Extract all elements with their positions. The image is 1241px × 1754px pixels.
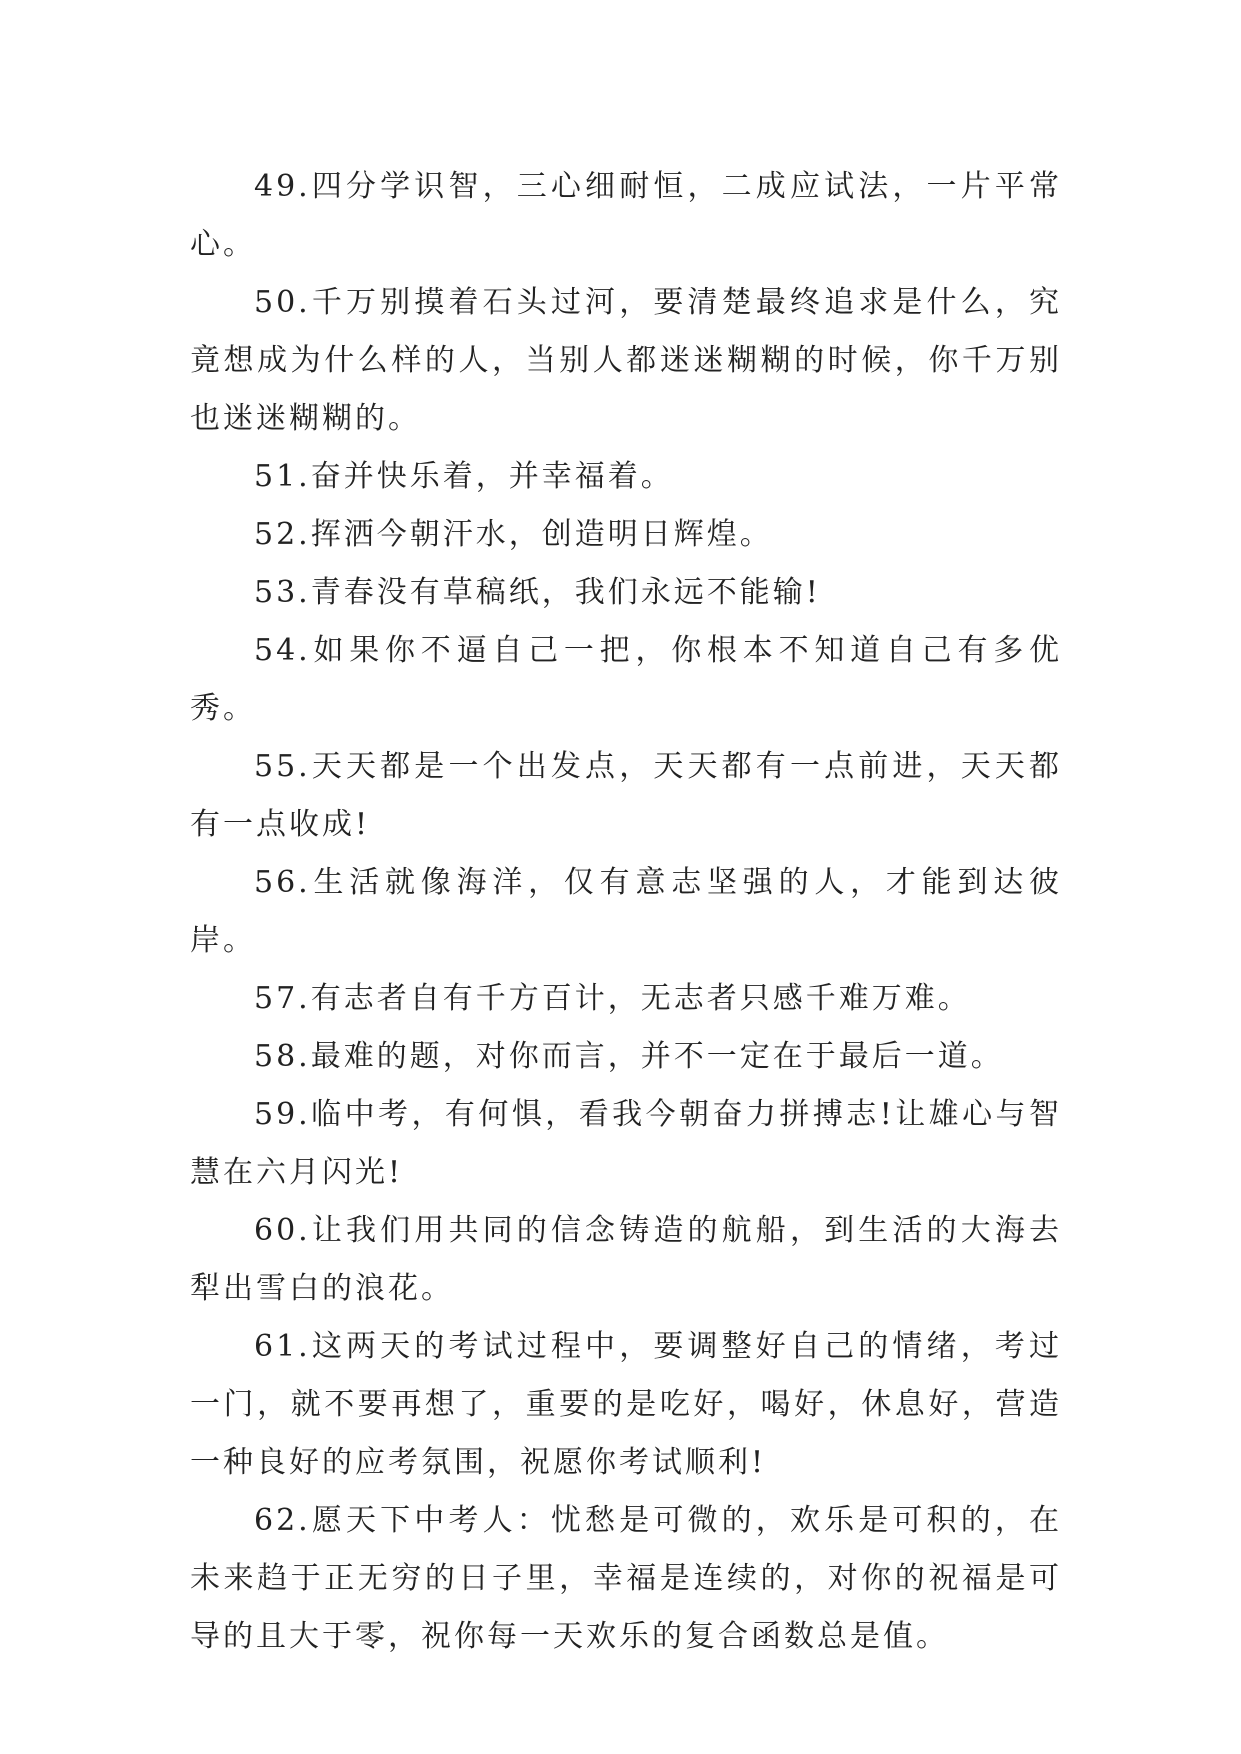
paragraph-54: 54.如果你不逼自己一把，你根本不知道自己有多优秀。 (190, 633, 1062, 726)
paragraph-49: 49.四分学识智，三心细耐恒，二成应试法，一片平常心。 (190, 169, 1062, 262)
paragraph-52: 52.挥洒今朝汗水，创造明日辉煌。 (254, 517, 773, 552)
paragraph-60: 60.让我们用共同的信念铸造的航船，到生活的大海去犁出雪白的浪花。 (190, 1213, 1062, 1306)
paragraph-51: 51.奋并快乐着，并幸福着。 (254, 459, 674, 494)
paragraph-57: 57.有志者自有千方百计，无志者只感千难万难。 (254, 981, 971, 1016)
paragraph-50: 50.千万别摸着石头过河，要清楚最终追求是什么，究竟想成为什么样的人，当别人都迷迷糊糊的时候，你千万别也迷迷糊糊的。 (190, 285, 1062, 436)
paragraph-62: 62.愿天下中考人：忧愁是可微的，欢乐是可积的，在未来趋于正无穷的日子里，幸福是连续的，对你的祝福是可导的且大于零，祝你每一天欢乐的复合函数总是值。 (190, 1503, 1062, 1654)
paragraph-53: 53.青春没有草稿纸，我们永远不能输! (254, 575, 821, 610)
paragraph-59: 59.临中考，有何惧，看我今朝奋力拼搏志!让雄心与智慧在六月闪光! (190, 1097, 1062, 1190)
paragraph-56: 56.生活就像海洋，仅有意志坚强的人，才能到达彼岸。 (190, 865, 1062, 958)
document-body (190, 158, 1062, 1666)
paragraph-58: 58.最难的题，对你而言，并不一定在于最后一道。 (254, 1039, 1004, 1074)
paragraph-61: 61.这两天的考试过程中，要调整好自己的情绪，考过一门，就不要再想了，重要的是吃好，喝好，休息好，营造一种良好的应考氛围，祝愿你考试顺利! (190, 1329, 1062, 1480)
paragraph-55: 55.天天都是一个出发点，天天都有一点前进，天天都有一点收成! (190, 749, 1062, 842)
